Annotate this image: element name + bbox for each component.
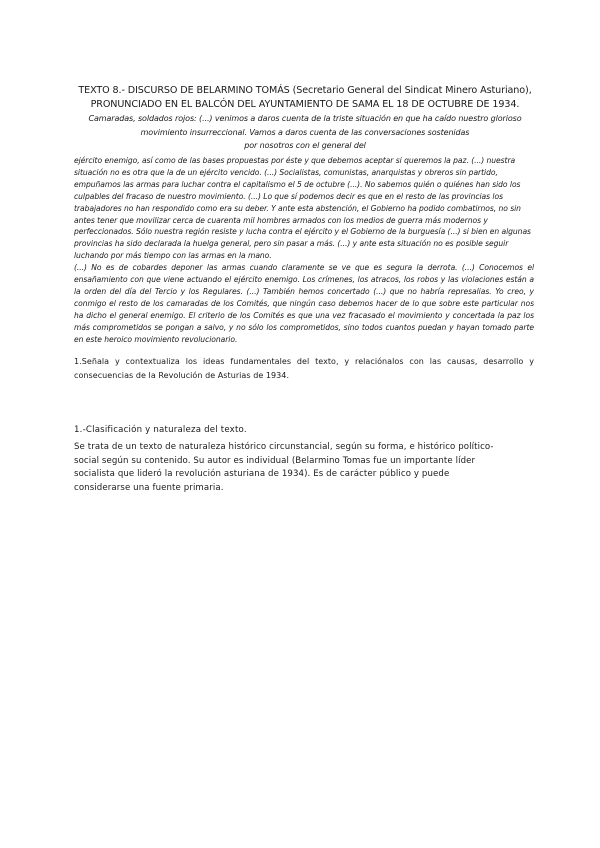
text-title: TEXTO 8.- DISCURSO DE BELARMINO TOMÁS (Secretario General del Sindicat Minero Asturiano), PRONUNCIADO EN EL BALCÓN DEL AYUNTAMIENTO DE SAMA EL 18 DE OCTUBRE DE 1934.: [78, 85, 532, 110]
exercise-question: 1.Señala y contextualiza los ideas fundamentales del texto, y relaciónalos con las causas, desarrollo y consecuencias de la Revolución de Asturias de 1934.: [74, 357, 534, 380]
speech-intro-tail: por nosotros con el general del: [244, 141, 366, 150]
speech-intro: Camaradas, soldados rojos: (...) venimos a daros cuenta de la triste situación en que ha caído nuestro glorioso movimiento insurreccional. Vamos a daros cuenta de las conversaciones sostenidas: [88, 114, 522, 137]
section-heading: 1.-Clasificación y naturaleza del texto.: [74, 425, 247, 435]
section-answer: Se trata de un texto de naturaleza histórico circunstancial, según su forma, e histórico político-social según su contenido. Su autor es individual (Belarmino Tomas fue un importante líder socialista que lideró la revolución asturiana de 1934). Es de carácter público y puede considerarse una fuente primaria.: [74, 442, 494, 493]
speech-paragraph-1: ejército enemigo, así como de las bases propuestas por éste y que debemos aceptar si queremos la paz. (...) nuestra situación no es otra que la de un ejército vencido. (...) Socialistas, comunistas, anarquistas y obreros sin partido, empuñamos las armas para luchar contra el capitalismo el 5 de octubre (...). No sabemos quién o quiénes han sido los culpables del fracaso de nuestro movimiento. (...) Lo que sí podemos decir es que en el resto de las provincias los trabajadores no han respondido como era su deber. Y ante esta abstención, el Gobierno ha podido combatirnos, no sin antes tener que movilizar cerca de cuarenta mil hombres armados con los medios de guerra más modernos y perfeccionados. Sólo nuestra región resiste y lucha contra el ejército y el Gobierno de la burguesía (...) si bien en algunas provincias ha sido declarada la huelga general, pero sin pasar a más. (...) y ante esta situación no es posible seguir luchando por más tiempo con las armas en la mano.: [74, 156, 531, 261]
speech-paragraph-2: (...) No es de cobardes deponer las armas cuando claramente se ve que es segura la derrota. (...) Conocemos el ensañamiento con que viene actuando el ejército enemigo. Los crímenes, los atracos, los robos y las violaciones están a la orden del día del Tercio y los Regulares. (...) También hemos concertado (...) que no habría represalias. Yo creo, y conmigo el resto de los camaradas de los Comités, que ningún caso debemos hacer de lo que sobre este particular nos ha dicho el general enemigo. El criterio de los Comités es que una vez fracasado el movimiento y concertada la paz los más comprometidos se pongan a salvo, y no sólo los comprometidos, sino todos cuantos puedan y hayan tomado parte en este heroico movimiento revolucionario.: [74, 263, 534, 344]
text-title-block: [76, 84, 534, 152]
speech-body: [74, 155, 534, 346]
